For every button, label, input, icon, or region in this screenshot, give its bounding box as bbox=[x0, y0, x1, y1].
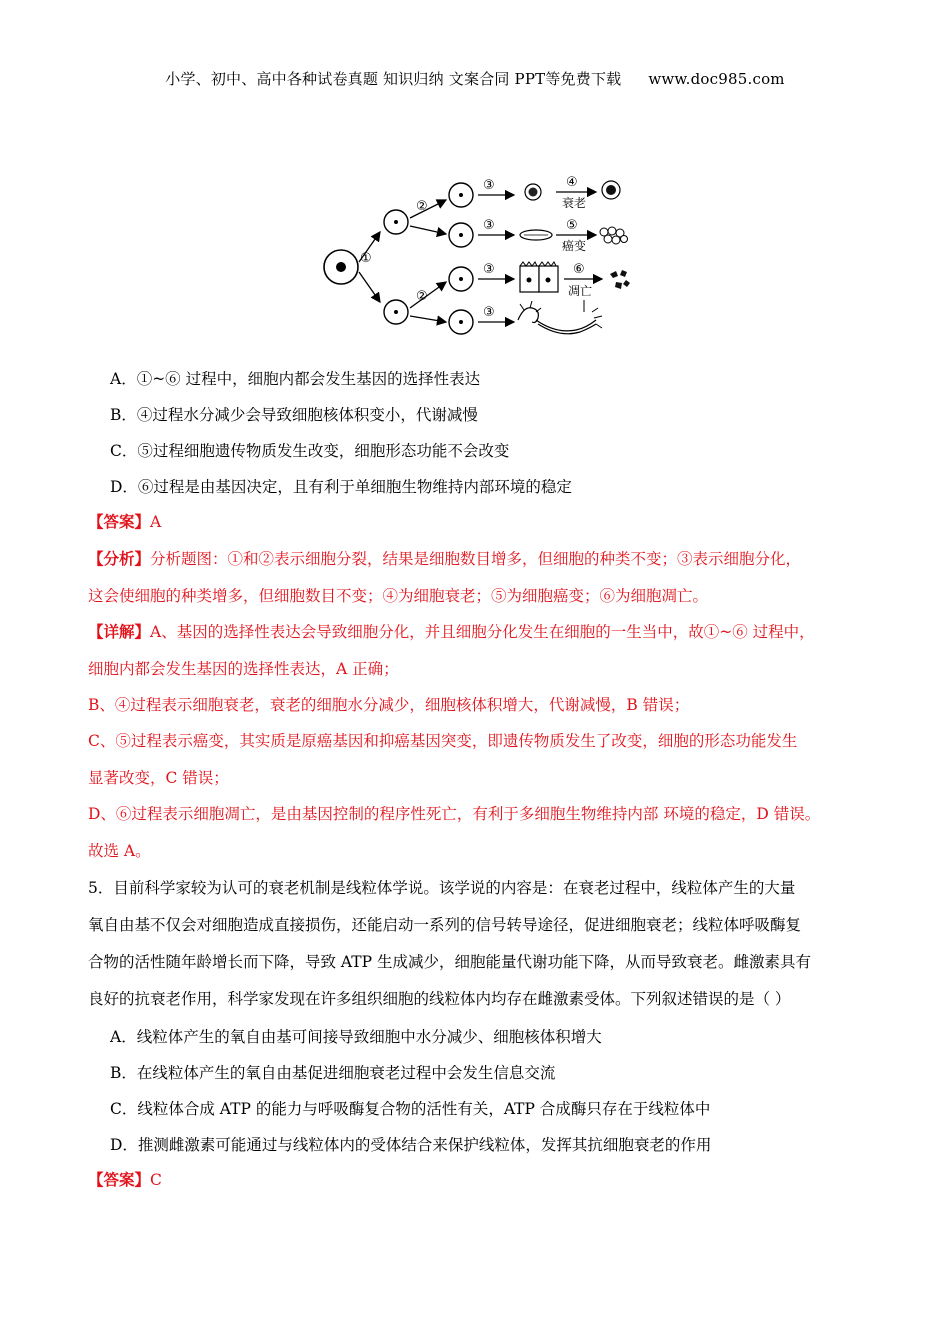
diagram-svg bbox=[318, 162, 648, 342]
q5-answer-tag: 【答案】 bbox=[88, 1170, 151, 1189]
detail-line-5: 显著改变，C 错误； bbox=[88, 769, 229, 787]
label-3c: ③ bbox=[483, 262, 495, 277]
detail-line-1: 【详解】A、基因的选择性表达会导致细胞分化，并且细胞分化发生在细胞的一生当中，故①~⑥ 过程中， bbox=[88, 622, 815, 641]
detail-line-7: 故选 A。 bbox=[88, 842, 151, 860]
cell-process-diagram bbox=[318, 162, 648, 342]
detail-line-4: C、⑤过程表示癌变，其实质是原癌基因和抑癌基因突变，即遗传物质发生了改变，细胞的形态功能发生 bbox=[88, 732, 798, 750]
q4-option-c: C．⑤过程细胞遗传物质发生改变，细胞形态功能不会改变 bbox=[110, 442, 510, 460]
label-2b: ② bbox=[416, 289, 428, 304]
analysis-tag: 【分析】 bbox=[88, 549, 151, 568]
answer-value: A bbox=[150, 513, 162, 531]
q5-stem-line-3: 合物的活性随年龄增长而下降，导致 ATP 生成减少，细胞能量代谢功能下降，从而导致衰老。雌激素具有 bbox=[88, 953, 811, 971]
label-cancer: 癌变 bbox=[562, 239, 587, 253]
analysis-line-1: 【分析】分析题图：①和②表示细胞分裂，结果是细胞数目增多，但细胞的种类不变；③表示细胞分化， bbox=[88, 549, 802, 568]
label-2a: ② bbox=[416, 199, 428, 214]
label-3a: ③ bbox=[483, 178, 495, 193]
answer-tag: 【答案】 bbox=[88, 512, 151, 531]
q4-option-b: B．④过程水分减少会导致细胞核体积变小，代谢减慢 bbox=[110, 406, 478, 424]
label-3d: ③ bbox=[483, 305, 495, 320]
label-4: ④ bbox=[566, 175, 578, 190]
q5-stem-line-2: 氧自由基不仅会对细胞造成直接损伤，还能启动一系列的信号转导途径，促进细胞衰老；线粒体呼吸酶复 bbox=[88, 916, 802, 934]
detail-line-2: 细胞内都会发生基因的选择性表达，A 正确； bbox=[88, 660, 399, 678]
label-3b: ③ bbox=[483, 218, 495, 233]
q5-answer bbox=[88, 1169, 162, 1191]
detail-line-6: D、⑥过程表示细胞凋亡，是由基因控制的程序性死亡，有利于多细胞生物维持内部 环境的稳定，D 错误。 bbox=[88, 805, 821, 823]
q5-option-c: C．线粒体合成 ATP 的能力与呼吸酶复合物的活性有关，ATP 合成酶只存在于线粒体中 bbox=[110, 1100, 711, 1118]
q4-option-a: A．①~⑥ 过程中，细胞内都会发生基因的选择性表达 bbox=[110, 370, 481, 388]
page-header bbox=[0, 68, 950, 89]
q5-option-d: D．推测雌激素可能通过与线粒体内的受体结合来保护线粒体，发挥其抗细胞衰老的作用 bbox=[110, 1136, 712, 1154]
label-5: ⑤ bbox=[566, 218, 578, 233]
q5-option-a: A．线粒体产生的氧自由基可间接导致细胞中水分减少、细胞核体积增大 bbox=[110, 1028, 602, 1046]
q4-answer bbox=[88, 511, 161, 533]
detail-line-3: B、④过程表示细胞衰老，衰老的细胞水分减少，细胞核体积增大，代谢减慢，B 错误； bbox=[88, 696, 690, 714]
label-apoptosis: 凋亡 bbox=[568, 284, 593, 298]
q5-answer-value: C bbox=[150, 1171, 162, 1189]
label-6: ⑥ bbox=[573, 262, 585, 277]
q4-option-d: D．⑥过程是由基因决定，且有利于单细胞生物维持内部环境的稳定 bbox=[110, 478, 572, 496]
label-aging: 衰老 bbox=[562, 196, 587, 210]
q5-option-b: B．在线粒体产生的氧自由基促进细胞衰老过程中会发生信息交流 bbox=[110, 1064, 556, 1082]
analysis-line-2: 这会使细胞的种类增多，但细胞数目不变；④为细胞衰老；⑤为细胞癌变；⑥为细胞凋亡。 bbox=[88, 587, 709, 605]
parent-nucleus bbox=[336, 262, 346, 272]
q5-stem-line-1: 5．目前科学家较为认可的衰老机制是线粒体学说。该学说的内容是：在衰老过程中，线粒体产生的大量 bbox=[88, 879, 796, 897]
header-text: 小学、初中、高中各种试卷真题 知识归纳 文案合同 PPT等免费下载 bbox=[165, 70, 622, 88]
q5-stem-line-4: 良好的抗衰老作用，科学家发现在许多组织细胞的线粒体内均存在雌激素受体。下列叙述错误的是（ ） bbox=[88, 990, 791, 1008]
header-site: www.doc985.com bbox=[648, 70, 785, 88]
detail-tag: 【详解】 bbox=[88, 622, 151, 641]
label-1: ① bbox=[360, 251, 372, 266]
